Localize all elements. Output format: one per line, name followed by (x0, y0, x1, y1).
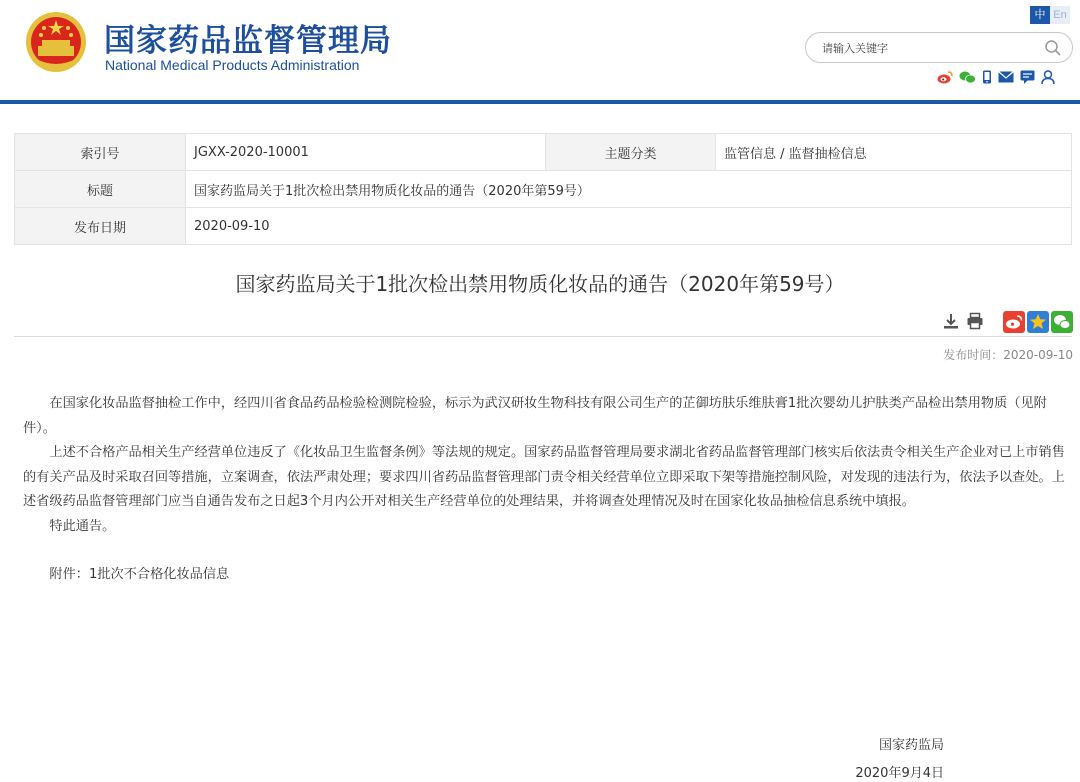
site-name-en[interactable]: National Medical Products Administration (105, 57, 360, 73)
mobile-icon[interactable] (982, 70, 992, 84)
sign-date: 2020年9月4日 (855, 766, 944, 781)
title-value: 国家药监局关于1批次检出禁用物质化妆品的通告（2020年第59号） (186, 171, 1072, 208)
article-paragraph: 在国家化妆品监督抽检工作中，经四川省食品药品检验检测院检验，标示为武汉研妆生物科技有限公司生产的芷御坊肤乐维肤膏1批次婴幼儿护肤类产品检出禁用物质（见附件）。 (23, 396, 1047, 436)
article-paragraph: 特此通告。 (49, 518, 116, 534)
meta-row-date (15, 208, 1072, 245)
article-title: 国家药监局关于1批次检出禁用物质化妆品的通告（2020年第59号） (235, 272, 845, 296)
download-icon[interactable] (942, 312, 960, 330)
meta-row-title (15, 171, 1072, 208)
index-label: 索引号 (15, 134, 186, 171)
attachment-link[interactable]: 附件：1批次不合格化妆品信息 (49, 567, 230, 582)
search-icon[interactable] (1044, 39, 1062, 57)
national-emblem-icon (24, 10, 88, 74)
weibo-icon[interactable] (937, 70, 953, 84)
search-input[interactable] (822, 39, 1037, 57)
date-label: 发布日期 (15, 208, 186, 245)
title-divider (14, 336, 1072, 337)
article-paragraph: 上述不合格产品相关生产经营单位违反了《化妆品卫生监督条例》等法规的规定。国家药品监督管理局要求湖北省药品监督管理部门核实后依法责令相关生产企业对已上市销售的有关产品及时采取召回等措施，立案调查，依法严肃处理；要求四川省药品监督管理部门责令相关经营单位立即采取下架等措施控制风险，对发现的违法行为，依法予以查处。上述省级药品监督管理部门应当自通告发布之日起3个月内公开对相关生产经营单位的处理结果，并将调查处理情况及时在国家化妆品抽检信息系统中填报。 (23, 445, 1065, 509)
social-links (937, 70, 1055, 84)
share-favorite-icon[interactable] (1027, 311, 1049, 333)
publish-time: 发布时间：2020-09-10 (943, 348, 1073, 362)
mail-icon[interactable] (998, 71, 1014, 83)
share-buttons (1003, 311, 1073, 333)
meta-row-index (15, 134, 1072, 171)
search-box (805, 32, 1073, 63)
meta-table (14, 133, 1072, 245)
language-switch (1030, 6, 1070, 24)
share-weibo-icon[interactable] (1003, 311, 1025, 333)
signature: 国家药监局 (878, 738, 944, 753)
header-divider (0, 100, 1080, 104)
category-value: 监管信息 / 监督抽检信息 (716, 134, 1072, 171)
share-wechat-icon[interactable] (1051, 311, 1073, 333)
lang-zh-button[interactable]: 中 (1030, 6, 1050, 24)
user-icon[interactable] (1041, 70, 1055, 84)
site-header (0, 0, 1080, 102)
print-icon[interactable] (966, 312, 984, 330)
site-name-cn[interactable]: 国家药品监督管理局 (104, 23, 392, 59)
message-icon[interactable] (1020, 70, 1035, 84)
article-tools (942, 312, 984, 330)
article-body (23, 392, 1073, 588)
wechat-icon[interactable] (959, 70, 976, 84)
date-value: 2020-09-10 (186, 208, 1072, 245)
lang-en-button[interactable]: En (1050, 6, 1070, 24)
category-label: 主题分类 (546, 134, 716, 171)
index-value: JGXX-2020-10001 (186, 134, 546, 171)
title-label: 标题 (15, 171, 186, 208)
